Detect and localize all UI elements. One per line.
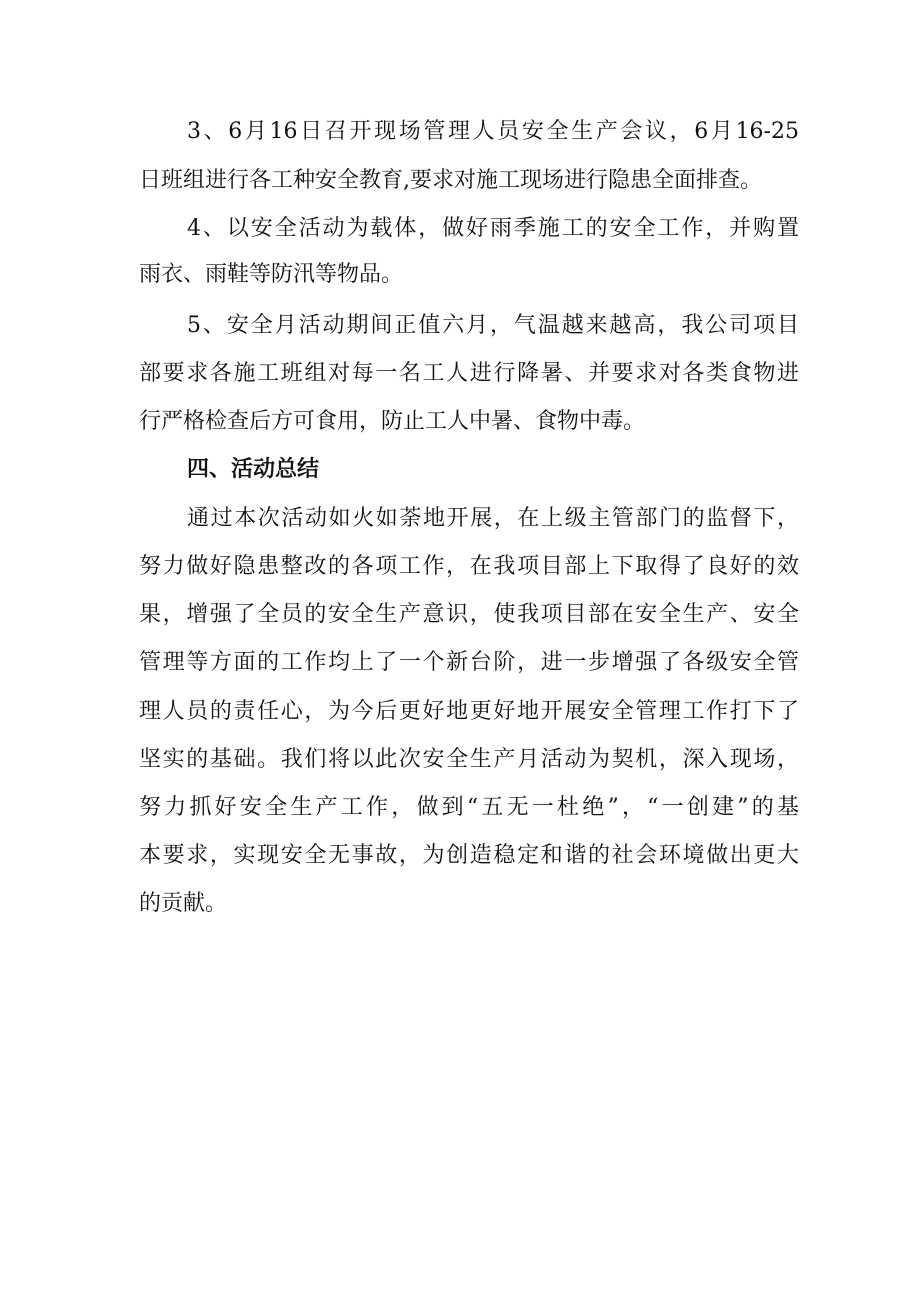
- summary-line-8: 本要求，实现安全无事故，为创造稳定和谐的社会环境做出更大: [139, 843, 799, 868]
- item-4-line-2: 雨衣、雨鞋等防汛等物品。: [139, 262, 404, 287]
- item-5-line-3: 行严格检查后方可食用，防止工人中暑、食物中毒。: [139, 409, 646, 434]
- item-3-line-2: 日班组进行各工种安全教育,要求对施工现场进行隐患全面排查。: [139, 168, 762, 193]
- item-5-line-2: 部要求各施工班组对每一名工人进行降暑、并要求对各类食物进: [139, 361, 799, 386]
- summary-line-5: 理人员的责任心，为今后更好地更好地开展安全管理工作打下了: [139, 699, 799, 724]
- summary-line-7: 努力抓好安全生产工作，做到“五无一杜绝”，“一创建”的基: [139, 795, 799, 820]
- summary-line-3: 果，增强了全员的安全生产意识，使我项目部在安全生产、安全: [139, 602, 799, 627]
- item-3-line-1: 3、6月16日召开现场管理人员安全生产会议，6月16-25: [187, 119, 799, 144]
- item-4-line-1: 4、以安全活动为载体，做好雨季施工的安全工作，并购置: [187, 216, 799, 241]
- item-5-line-1: 5、安全月活动期间正值六月，气温越来越高，我公司项目: [187, 313, 799, 338]
- summary-line-4: 管理等方面的工作均上了一个新台阶，进一步增强了各级安全管: [139, 650, 799, 675]
- summary-line-1: 通过本次活动如火如荼地开展，在上级主管部门的监督下，: [187, 506, 799, 531]
- section-heading: 四、活动总结: [187, 457, 320, 482]
- summary-line-2: 努力做好隐患整改的各项工作，在我项目部上下取得了良好的效: [139, 554, 799, 579]
- summary-line-9: 的贡献。: [139, 891, 228, 916]
- summary-line-6: 坚实的基础。我们将以此次安全生产月活动为契机，深入现场，: [139, 747, 799, 772]
